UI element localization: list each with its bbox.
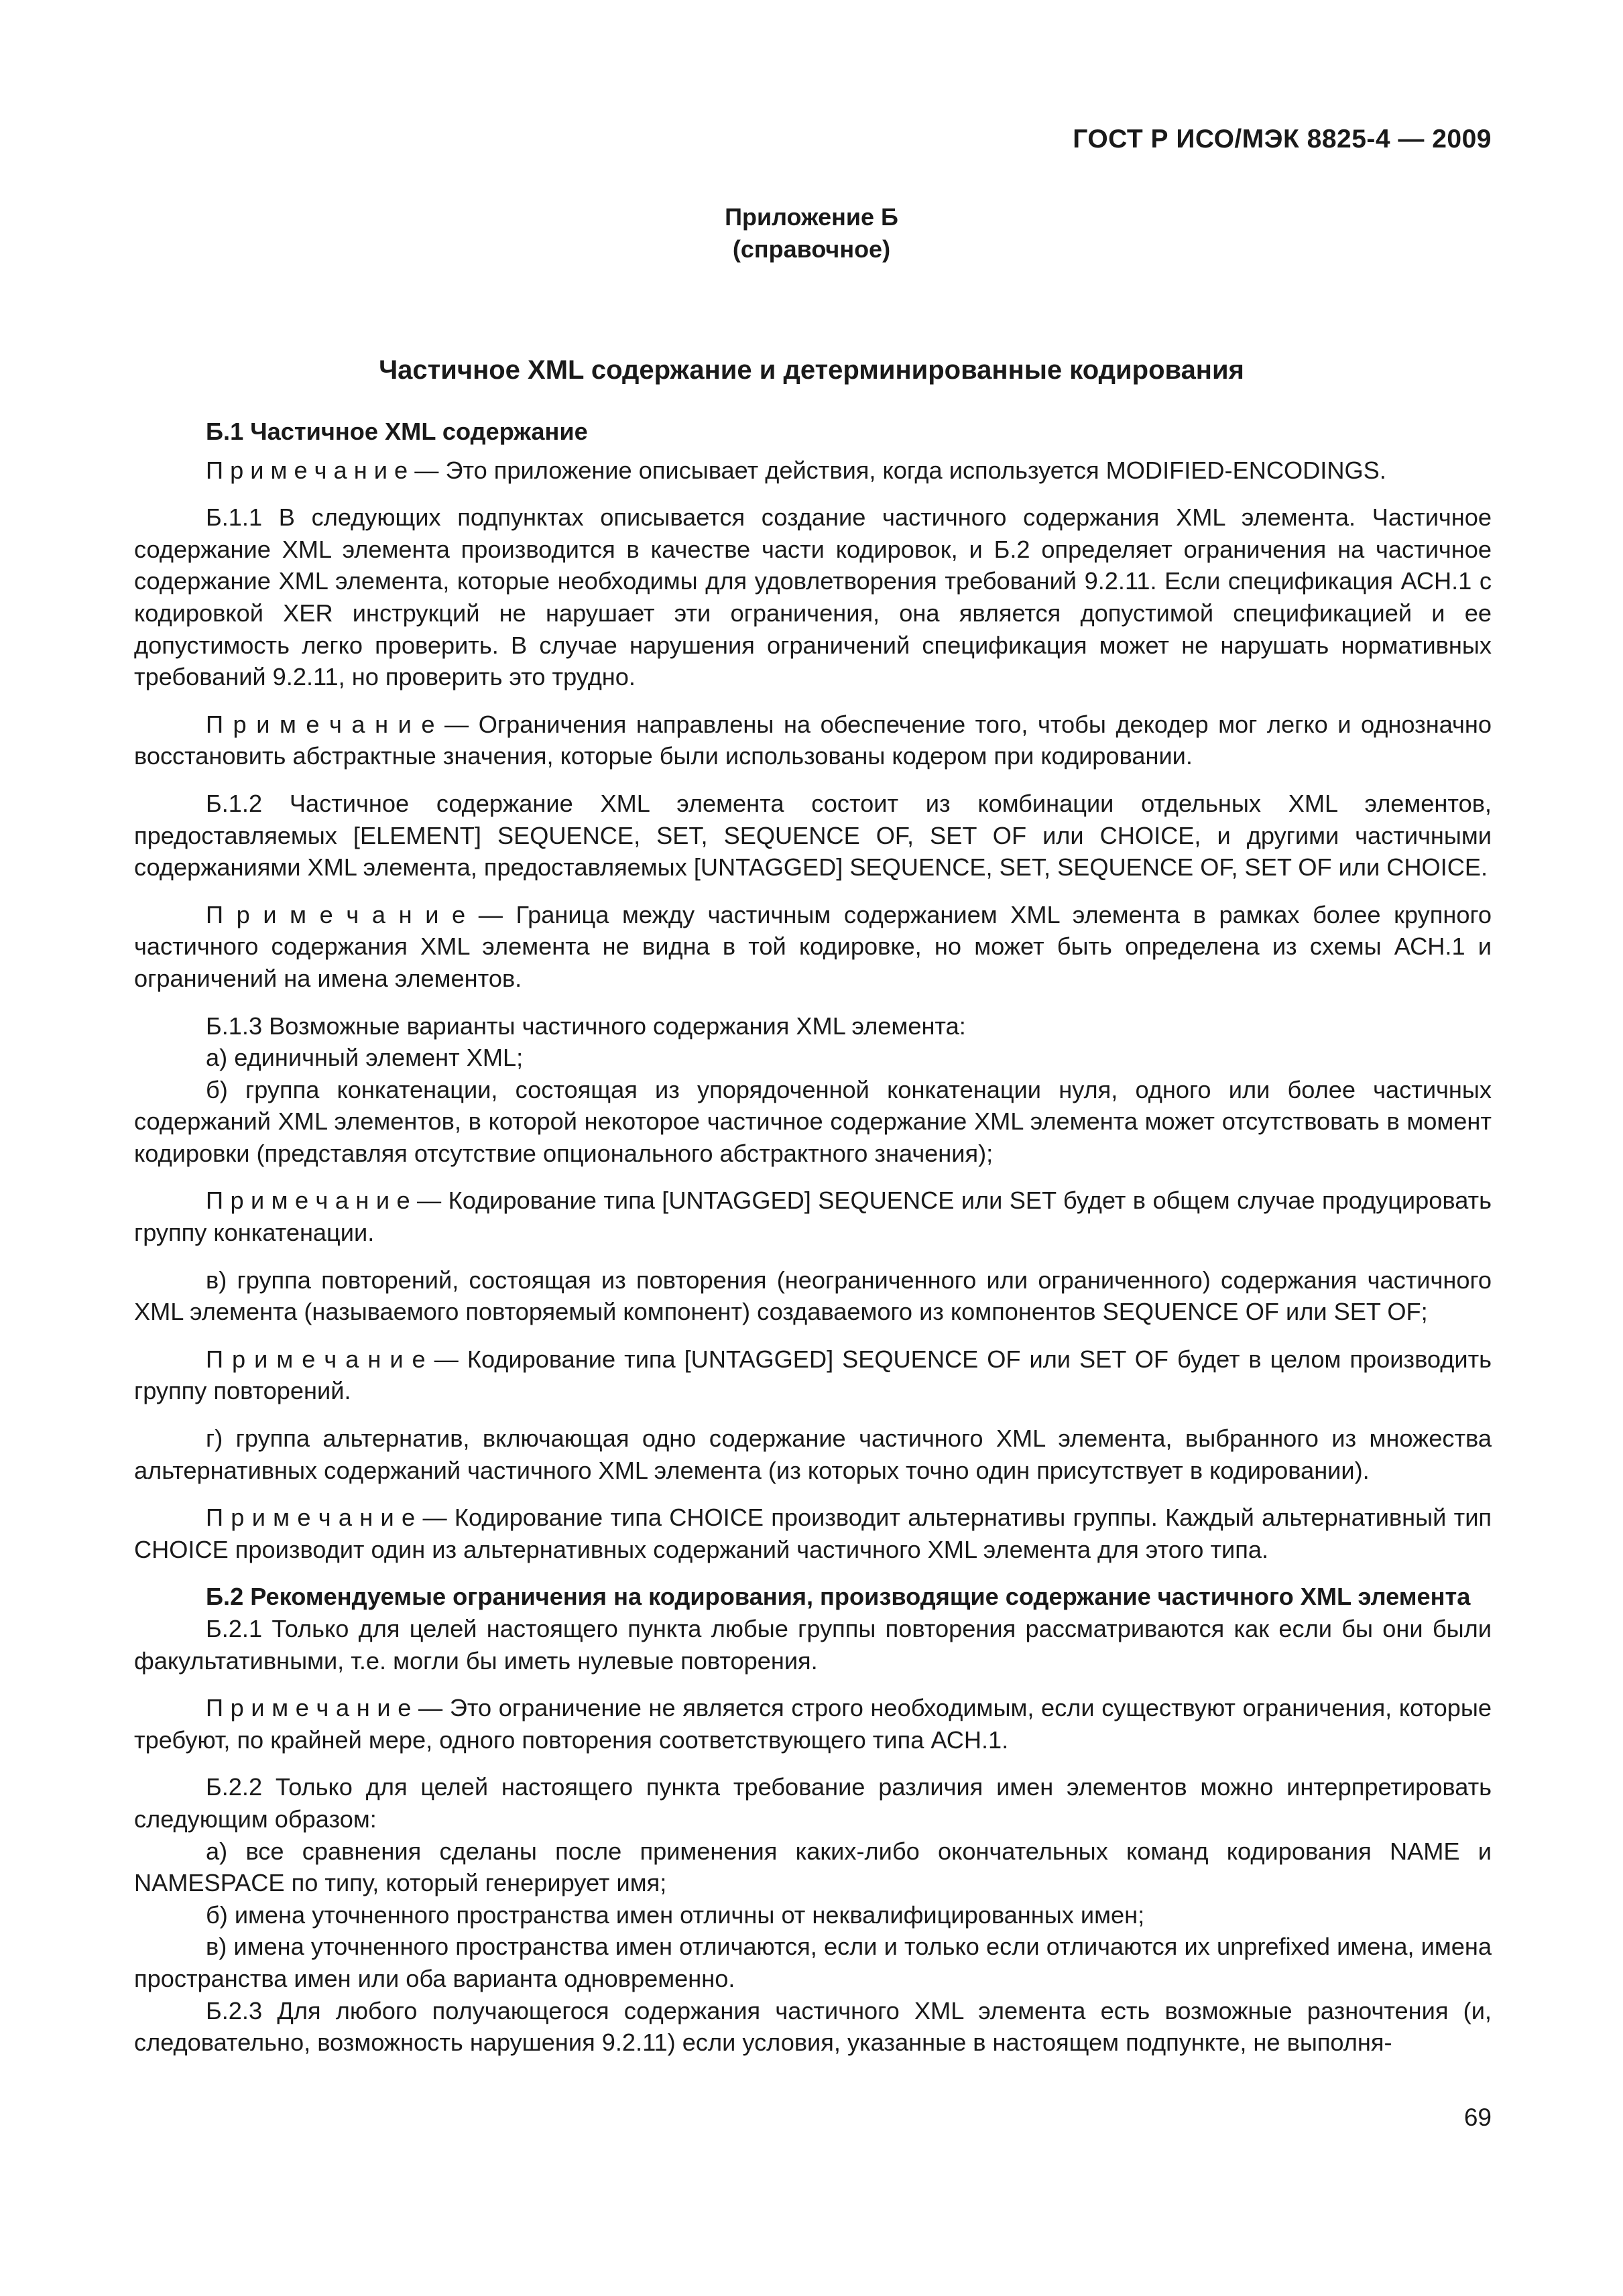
body-paragraph: б) имена уточненного пространства имен отличны от неквалифицированных имен;	[206, 1900, 1145, 1929]
annex-title: Частичное XML содержание и детерминированные кодирования	[379, 355, 1244, 385]
note-text: — Кодирование типа CHOICE производит альтернативы группы. Каждый альтернативный тип CHOICE производит один из альтернативных содержаний частичного XML элемента для этого типа.	[134, 1504, 1492, 1563]
note-text: — Кодирование типа [UNTAGGED] SEQUENCE OF или SET OF будет в целом производить группу повторений.	[134, 1345, 1492, 1405]
note-paragraph	[134, 455, 1492, 487]
note-paragraph	[134, 709, 1492, 772]
note-label: П р и м е ч а н и е	[206, 1504, 416, 1532]
body-paragraph: в) имена уточненного пространства имен отличаются, если и только если отличаются их unprefixed имена, имена пространства имен или оба варианта одновременно.	[134, 1933, 1492, 1992]
body-paragraph: Б.2.2 Только для целей настоящего пункта требование различия имен элементов можно интерпретировать следующим образом:	[134, 1773, 1492, 1833]
note-label: П р и м е ч а н и е	[206, 900, 466, 928]
annex-type: (справочное)	[732, 235, 891, 263]
note-label: П р и м е ч а н и е	[206, 1187, 410, 1215]
note-paragraph	[134, 1502, 1492, 1565]
note-label: П р и м е ч а н и е	[206, 456, 408, 484]
body-paragraph: а) все сравнения сделаны после применения каких-либо окончательных команд кодирования NAME и NAMESPACE по типу, который генерирует имя;	[134, 1837, 1492, 1897]
note-text: — Граница между частичным содержанием XML элемента в рамках более крупного частичного содержания XML элемента не видна в той кодировке, но может быть определена из схемы АСН.1 и ограничений на имена элементов.	[134, 900, 1492, 992]
note-label: П р и м е ч а н и е	[206, 710, 435, 738]
note-text: — Ограничения направлены на обеспечение того, чтобы декодер мог легко и однозначно восстановить абстрактные значения, которые были использованы кодером при кодировании.	[134, 710, 1492, 770]
body-paragraph: Б.2.1 Только для целей настоящего пункта любые группы повторения рассматриваются как если бы они были факультативными, т.е. могли бы иметь нулевые повторения.	[134, 1615, 1492, 1675]
section-heading: Б.1 Частичное XML содержание	[206, 418, 588, 445]
body-paragraph: Б.1.3 Возможные варианты частичного содержания XML элемента:	[206, 1012, 966, 1040]
body-paragraph: б) группа конкатенации, состоящая из упорядоченной конкатенации нуля, одного или более частичных содержаний XML элементов, в которой некоторое частичное содержание XML элемента может отсутствовать в момент кодировки (представляя отсутствие опционального абстрактного значения);	[134, 1075, 1492, 1167]
body-paragraph: г) группа альтернатив, включающая одно содержание частичного XML элемента, выбранного из множества альтернативных содержаний частичного XML элемента (из которых точно один присутствует в кодировании).	[134, 1425, 1492, 1484]
note-paragraph	[134, 899, 1492, 995]
note-text: — Это ограничение не является строго необходимым, если существуют ограничения, которые требуют, по крайней мере, одного повторения соответствующего типа АСН.1.	[134, 1694, 1492, 1754]
note-paragraph	[134, 1343, 1492, 1407]
body-paragraph: Б.1.1 В следующих подпунктах описывается создание частичного содержания XML элемента. Частичное содержание XML элемента производится в качестве части кодировок, и Б.2 определяет ограничения на частичное содержание XML элемента, которые необходимы для удовлетворения требований 9.2.11. Если спецификация АСН.1 с кодировкой XER инструкций не нарушает эти ограничения, она является допустимой спецификацией и ее допустимость легко проверить. В случае нарушения ограничений спецификация может не нарушать нормативных требований 9.2.11, но проверить это трудно.	[134, 503, 1492, 691]
body-paragraph: а) единичный элемент XML;	[206, 1044, 524, 1072]
note-text: — Это приложение описывает действия, когда используется MODIFIED-ENCODINGS.	[408, 456, 1386, 484]
note-label: П р и м е ч а н и е	[206, 1694, 412, 1722]
document-code-header: ГОСТ Р ИСО/МЭК 8825-4 — 2009	[1073, 125, 1492, 154]
annex-label: Приложение Б	[725, 203, 898, 231]
page-number: 69	[1463, 2104, 1492, 2131]
body-paragraph: Б.1.2 Частичное содержание XML элемента состоит из комбинации отдельных XML элементов, предоставляемых [ELEMENT] SEQUENCE, SET, SEQUENCE OF, SET OF или CHOICE, и другими частичными содержаниями XML элемента, предоставляемых [UNTAGGED] SEQUENCE, SET, SEQUENCE OF, SET OF или CHOICE.	[134, 789, 1492, 882]
body-paragraph: в) группа повторений, состоящая из повторения (неограниченного или ограниченного) содержания частичного XML элемента (называемого повторяемый компонент) создаваемого из компонентов SEQUENCE OF или SET OF;	[134, 1266, 1492, 1326]
note-paragraph	[134, 1692, 1492, 1756]
note-paragraph	[134, 1185, 1492, 1248]
section-heading: Б.2 Рекомендуемые ограничения на кодирования, производящие содержание частичного XML элемента	[206, 1583, 1471, 1611]
body-paragraph: Б.2.3 Для любого получающегося содержания частичного XML элемента есть возможные разночтения (и, следовательно, возможность нарушения 9.2.11) если условия, указанные в настоящем подпункте, не выполня-	[134, 1996, 1492, 2057]
body-text	[134, 416, 1492, 2059]
note-text: — Кодирование типа [UNTAGGED] SEQUENCE или SET будет в общем случае продуцировать группу конкатенации.	[134, 1187, 1492, 1247]
note-label: П р и м е ч а н и е	[206, 1345, 426, 1373]
